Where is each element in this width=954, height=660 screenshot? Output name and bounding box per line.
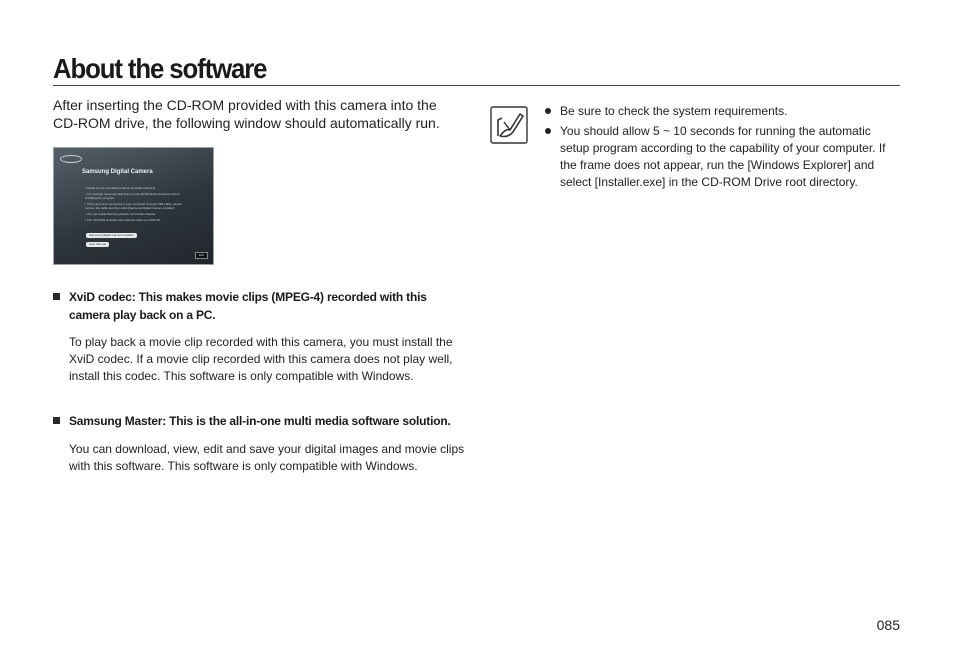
installer-text-line: • Thank you for purchasing Samsung Digital Camera.	[85, 186, 156, 190]
section-heading-text: Samsung Master: This is the all-in-one multi media software solution.	[69, 414, 451, 428]
note-pencil-icon	[490, 106, 528, 144]
intro-paragraph: After inserting the CD-ROM provided with this camera into the CD-ROM drive, the following window should automatically run.	[53, 97, 440, 131]
section-heading-xvid	[53, 288, 453, 324]
section-heading-text: XviD codec: This makes movie clips (MPEG-4) recorded with this camera play back on a PC.	[69, 290, 427, 322]
installer-text-line: • It is strongly recommended that you exit all Windows programs before	[85, 192, 180, 196]
page-number: 085	[876, 617, 900, 633]
title-divider	[53, 85, 900, 86]
section-heading-samsung-master	[53, 412, 473, 430]
section-body-samsung-master: You can download, view, edit and save your digital images and movie clips with this software. This software is only compatible with Windows.	[69, 442, 465, 473]
samsung-logo-icon	[60, 155, 82, 163]
installer-button: Samsung Digital Camera Installer	[86, 233, 137, 238]
note-text: Be sure to check the system requirements.	[560, 104, 788, 118]
square-bullet-icon	[53, 293, 60, 300]
user-manual-button: User Manual	[86, 242, 109, 247]
installer-window-title: Samsung Digital Camera	[82, 169, 153, 175]
list-item	[545, 103, 890, 120]
square-bullet-icon	[53, 417, 60, 424]
dot-bullet-icon	[545, 108, 551, 114]
installer-text-line: • You can install Samsung Master and Adobe Reader.	[85, 212, 157, 216]
exit-button: Exit	[195, 252, 208, 259]
section-body-xvid: To play back a movie clip recorded with this camera, you must install the XviD codec. If a movie clip recorded with this camera does not play well, install this codec. This software is only compatible with Windows.	[69, 335, 453, 383]
dot-bullet-icon	[545, 128, 551, 134]
list-item	[545, 123, 890, 191]
note-text: You should allow 5 ~ 10 seconds for running the automatic setup program according to the capability of your computer. If the frame does not appear, run the [Windows Explorer] and select [Installer.exe] in the CD-ROM Drive root directory.	[560, 124, 886, 189]
installer-text-line: • The CD-ROM includes User Manual which is a PDF file.	[85, 218, 162, 222]
installer-window-screenshot	[53, 147, 214, 265]
installer-text-line: remove the cable and then click [Samsung Digital Camera Installer].	[85, 206, 176, 210]
installer-text-line: installing this program.	[85, 196, 116, 200]
notes-list	[545, 103, 890, 194]
page-title: About the software	[53, 53, 267, 84]
installer-text-line: • If the camera is connected to your computer through USB cable, please	[85, 202, 182, 206]
